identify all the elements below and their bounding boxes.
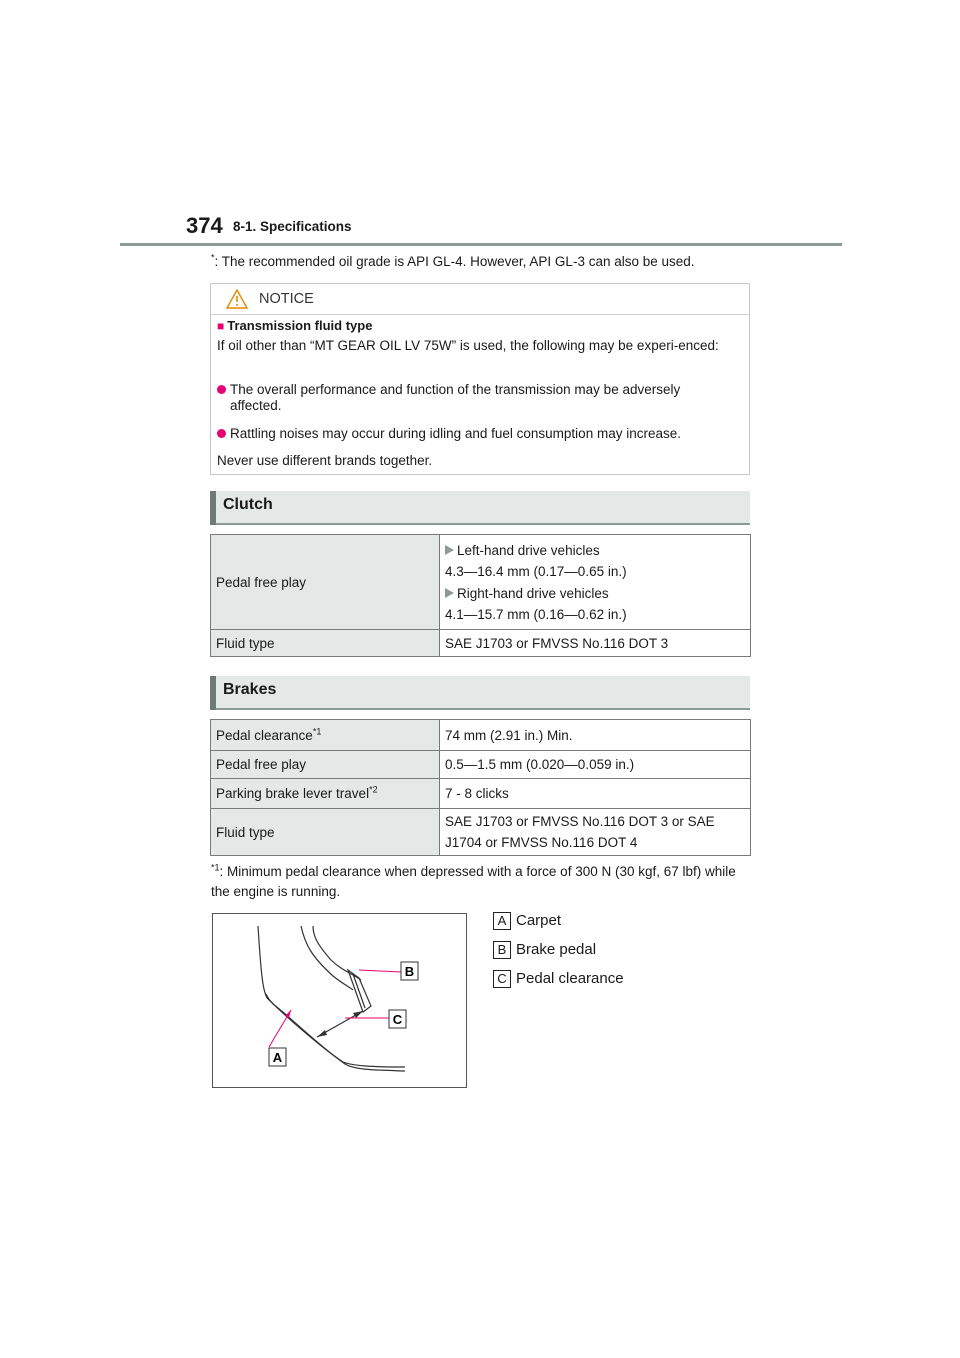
square-bullet-icon: ■	[217, 319, 225, 333]
heading-bar	[210, 491, 216, 525]
table-row	[211, 535, 751, 630]
table-row	[211, 751, 751, 779]
table-row	[211, 720, 751, 751]
clutch-fluid-type-label: Fluid type	[211, 630, 440, 657]
row-label: Pedal clearance	[216, 727, 313, 743]
notice-bullet-1: The overall performance and function of the transmission may be adversely affected.	[230, 382, 681, 413]
clutch-fluid-type-value: SAE J1703 or FMVSS No.116 DOT 3	[440, 630, 751, 657]
brake-fluid-type-label: Fluid type	[211, 809, 440, 856]
notice-title-text: Transmission fluid type	[227, 318, 373, 333]
legend-text: Pedal clearance	[516, 970, 624, 987]
legend-letter-box: C	[493, 970, 511, 988]
notice-label: NOTICE	[259, 291, 314, 307]
brakes-heading-band	[210, 676, 750, 710]
clutch-pedal-free-play-value	[440, 535, 751, 630]
rhd-value: 4.1—15.7 mm (0.16—0.62 in.)	[445, 607, 627, 622]
parking-brake-travel-value: 7 - 8 clicks	[440, 779, 751, 809]
header-rule	[120, 243, 842, 246]
notice-bullet-2: Rattling noises may occur during idling and fuel consumption may increase.	[230, 426, 681, 441]
legend-text: Brake pedal	[516, 941, 597, 958]
parking-brake-travel-label	[211, 779, 440, 809]
notice-closing: Never use different brands together.	[217, 453, 433, 468]
legend-item-brake-pedal	[493, 941, 596, 959]
notice-title	[217, 318, 372, 333]
legend-letter-box: A	[493, 912, 511, 930]
clutch-heading-band	[210, 491, 750, 525]
heading-bar	[210, 676, 216, 710]
clutch-pedal-free-play-label: Pedal free play	[211, 535, 440, 630]
notice-header	[211, 284, 749, 315]
lhd-label: Left-hand drive vehicles	[457, 542, 600, 558]
legend-text: Carpet	[516, 912, 562, 929]
footnote-marker: *	[211, 252, 215, 263]
lhd-row	[445, 540, 745, 562]
lhd-value: 4.3—16.4 mm (0.17—0.65 in.)	[445, 564, 627, 579]
warning-triangle-icon	[226, 289, 248, 309]
row-label: Parking brake lever travel	[216, 786, 370, 801]
notice-intro: If oil other than “MT GEAR OIL LV 75W” is used, the following may be experi-enced:	[217, 338, 719, 353]
page-number: 374	[186, 213, 223, 238]
row-sup: *1	[312, 726, 322, 736]
bullet-dot-icon	[217, 429, 226, 438]
table-row	[211, 630, 751, 657]
row-sup: *2	[369, 784, 378, 795]
figure-label-b: B	[404, 964, 415, 979]
brakes-table	[210, 719, 751, 856]
brake-pedal-free-play-value: 0.5—1.5 mm (0.020—0.059 in.)	[440, 751, 751, 779]
pedal-clearance-footnote	[211, 862, 756, 902]
brake-pedal-free-play-label: Pedal free play	[211, 751, 440, 779]
table-row	[211, 809, 751, 856]
legend-item-pedal-clearance	[493, 970, 624, 988]
section-title: 8-1. Specifications	[233, 219, 352, 234]
brake-fluid-type-value: SAE J1703 or FMVSS No.116 DOT 3 or SAE J1704 or FMVSS No.116 DOT 4	[440, 809, 751, 856]
legend-letter-box: B	[493, 941, 511, 959]
notice-box	[210, 283, 750, 475]
rhd-label: Right-hand drive vehicles	[457, 585, 609, 601]
brake-pedal-clearance-label	[211, 720, 440, 751]
oil-grade-note	[211, 254, 771, 269]
triangle-bullet-icon	[445, 588, 454, 598]
brakes-heading: Brakes	[223, 681, 277, 698]
legend-item-carpet	[493, 912, 561, 930]
footnote-marker: *1	[211, 862, 220, 873]
clutch-table	[210, 534, 751, 657]
rhd-row	[445, 583, 745, 605]
clutch-heading: Clutch	[223, 496, 273, 513]
table-row	[211, 779, 751, 809]
brake-pedal-clearance-value: 74 mm (2.91 in.) Min.	[440, 720, 751, 751]
bullet-dot-icon	[217, 385, 226, 394]
oil-grade-text: : The recommended oil grade is API GL-4. However, API GL-3 can also be used.	[214, 254, 695, 269]
figure-label-c: C	[392, 1012, 403, 1027]
footnote-text: : Minimum pedal clearance when depressed with a force of 300 N (30 kgf, 67 lbf) while the engine is running.	[211, 864, 736, 899]
figure-label-a: A	[272, 1050, 283, 1065]
triangle-bullet-icon	[445, 545, 454, 555]
brake-pedal-illustration	[213, 914, 466, 1087]
brake-pedal-figure	[212, 913, 467, 1088]
